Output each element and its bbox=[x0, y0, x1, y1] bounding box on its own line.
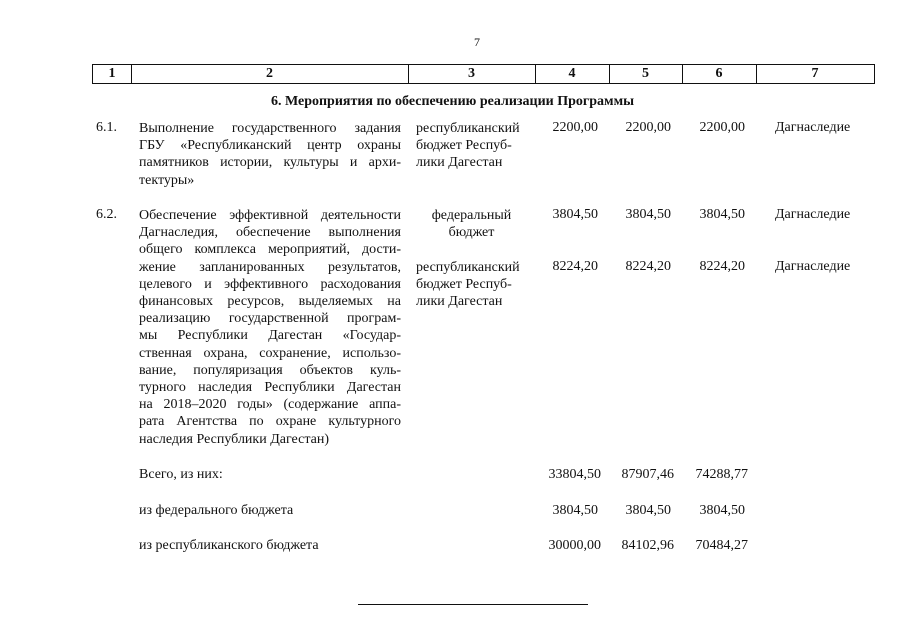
description-line: наследия Республики Дагестан) bbox=[139, 431, 329, 447]
executor-cell: Дагнаследие bbox=[775, 207, 851, 222]
description-line: ственная охрана, сохранение, использо- bbox=[139, 345, 401, 361]
row-description bbox=[139, 207, 401, 448]
total-value: 84102,96 bbox=[621, 538, 674, 553]
value-cell: 3804,50 bbox=[699, 207, 745, 222]
funding-source-line: лики Дагестан bbox=[416, 294, 503, 310]
description-line: вание, популяризация объектов куль- bbox=[139, 362, 401, 378]
header-bottom-border bbox=[92, 83, 875, 84]
row-description bbox=[139, 120, 401, 189]
total-label: Всего, из них: bbox=[139, 467, 223, 482]
total-value: 30000,00 bbox=[548, 538, 601, 553]
funding-source-line: республиканский bbox=[416, 121, 520, 136]
funding-source-line: бюджет Респуб- bbox=[416, 277, 512, 293]
description-line: турного наследия Республики Дагестан bbox=[139, 380, 401, 396]
total-value: 74288,77 bbox=[695, 467, 748, 482]
description-line: Дагнаследия, обеспечение выполнения bbox=[139, 225, 401, 241]
funding-source bbox=[416, 259, 520, 311]
funding-source-line: республиканский bbox=[416, 260, 520, 275]
section-title: 6. Мероприятия по обеспечению реализации Программы bbox=[270, 94, 635, 109]
column-header-5: 5 bbox=[642, 66, 649, 81]
description-line: реализацию государственной програм- bbox=[139, 311, 401, 327]
description-line: финансовых ресурсов, выделяемых на bbox=[139, 294, 401, 310]
closing-rule bbox=[358, 604, 588, 605]
column-header-6: 6 bbox=[715, 66, 723, 81]
description-line: общего комплекса мероприятий, дости- bbox=[139, 242, 401, 258]
description-line: тектуры» bbox=[139, 172, 195, 188]
description-line: рата Агентства по охране культурного bbox=[139, 414, 401, 430]
funding-source bbox=[408, 207, 535, 241]
column-header-7: 7 bbox=[811, 66, 819, 81]
description-line: жение запланированных результатов, bbox=[139, 259, 401, 275]
page-number: 7 bbox=[474, 35, 480, 49]
total-value: 33804,50 bbox=[548, 467, 601, 482]
description-line: Обеспечение эффективной деятельности bbox=[139, 208, 401, 223]
total-value: 87907,46 bbox=[621, 467, 674, 482]
funding-source bbox=[416, 120, 520, 172]
funding-source-line: бюджет bbox=[448, 225, 495, 241]
row-number: 6.1. bbox=[96, 120, 117, 135]
row-number: 6.2. bbox=[96, 207, 117, 222]
value-cell: 8224,20 bbox=[625, 259, 671, 274]
column-header-4: 4 bbox=[568, 66, 576, 81]
value-cell: 8224,20 bbox=[699, 259, 745, 274]
description-line: Выполнение государственного задания bbox=[139, 121, 401, 136]
total-value: 3804,50 bbox=[625, 503, 671, 518]
funding-source-line: федеральный bbox=[431, 208, 512, 223]
description-line: памятников истории, культуры и архи- bbox=[139, 155, 401, 171]
funding-source-line: лики Дагестан bbox=[416, 155, 503, 171]
executor-cell: Дагнаследие bbox=[775, 259, 851, 274]
total-value: 70484,27 bbox=[695, 538, 748, 553]
funding-source-line: бюджет Респуб- bbox=[416, 138, 512, 154]
total-value: 3804,50 bbox=[552, 503, 598, 518]
column-header-2: 2 bbox=[266, 66, 273, 81]
value-cell: 3804,50 bbox=[552, 207, 598, 222]
value-cell: 2200,00 bbox=[699, 120, 745, 135]
total-value: 3804,50 bbox=[699, 503, 745, 518]
column-header-1: 1 bbox=[108, 66, 116, 81]
description-line: мы Республики Дагестан «Государ- bbox=[139, 328, 401, 344]
value-cell: 2200,00 bbox=[552, 120, 598, 135]
total-label: из республиканского бюджета bbox=[139, 538, 319, 553]
description-line: на 2018–2020 годы» (содержание аппа- bbox=[139, 397, 401, 413]
description-line: целевого и эффективного расходования bbox=[139, 276, 401, 292]
value-cell: 2200,00 bbox=[625, 120, 671, 135]
header-top-border bbox=[92, 64, 875, 65]
description-line: ГБУ «Республиканский центр охраны bbox=[139, 138, 401, 154]
column-header-3: 3 bbox=[468, 66, 475, 81]
total-label: из федерального бюджета bbox=[139, 503, 294, 518]
value-cell: 8224,20 bbox=[552, 259, 598, 274]
header-divider bbox=[874, 64, 875, 84]
value-cell: 3804,50 bbox=[625, 207, 671, 222]
executor-cell: Дагнаследие bbox=[775, 120, 851, 135]
